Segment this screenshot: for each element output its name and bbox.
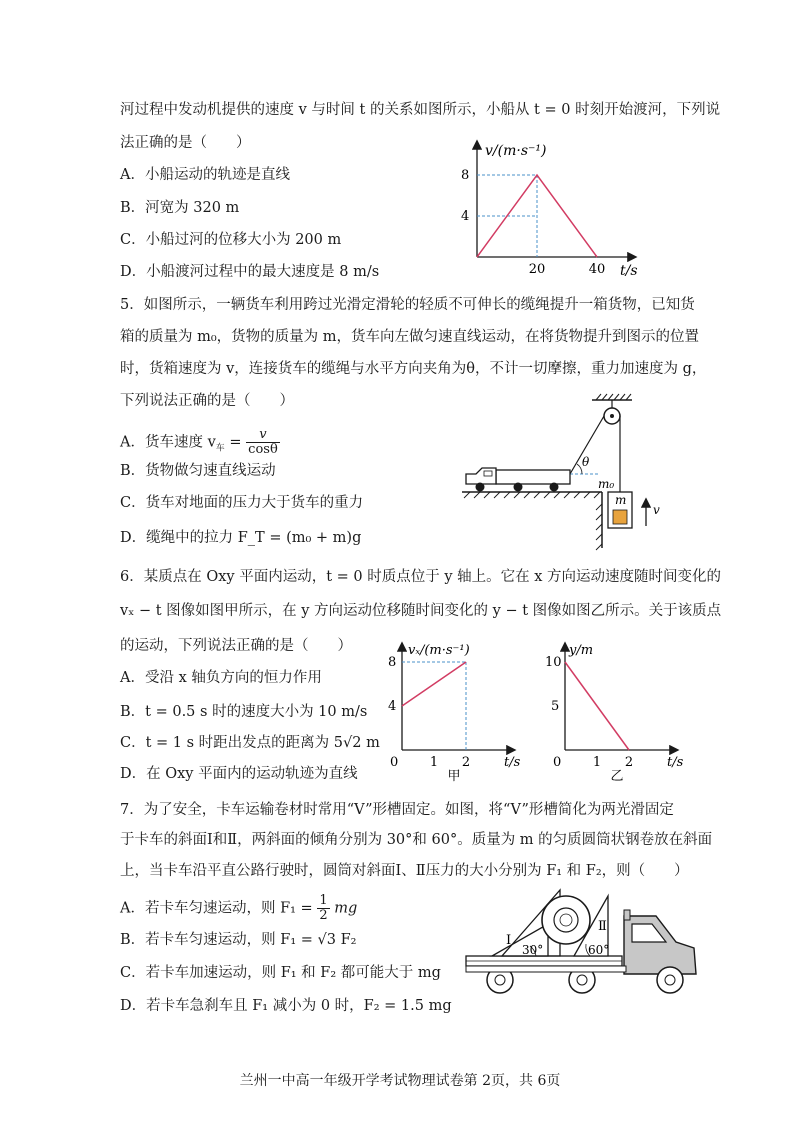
q6-option-a: A．受沿 x 轴负方向的恒力作用 [120,670,322,686]
q5-option-c: C．货车对地面的压力大于货车的重力 [120,495,364,511]
q5-v-label: v [653,503,660,517]
q5-optA-sub: 车 [215,443,225,454]
q7-option-b: B．若卡车匀速运动，则 F₁ = √3 F₂ [120,932,357,948]
q5-option-b: B．货物做匀速直线运动 [120,463,276,479]
q5-optA-eq: = [224,434,247,451]
q7-label-2: Ⅱ [598,919,607,934]
q6-y-t-chart [545,640,695,784]
q4-vt-chart [455,137,655,277]
q6-option-d: D．在 Oxy 平面内的运动轨迹为直线 [120,766,358,782]
q6b-xtick-1: 1 [592,755,602,770]
q5-optA-prefix: A．货车速度 v [120,434,216,451]
q7-optA-fraction [317,894,329,923]
q6b-ytick-10: 10 [545,655,562,670]
page-footer: 兰州一中高一年级开学考试物理试卷第 2页，共 6页 [239,1073,561,1089]
q5-theta-label: θ [582,455,590,469]
q6b-origin: 0 [553,755,562,770]
q5-stem-line2: 箱的质量为 m₀，货物的质量为 m，货车向左做匀速直线运动，在将货物提升到图示的位置 [120,329,700,345]
q7-option-c: C．若卡车加速运动，则 F₁ 和 F₂ 都可能大于 mg [120,965,441,981]
q6a-ytick-4: 4 [388,699,397,714]
q6b-xlabel: t/s [667,755,684,770]
q6a-xtick-2: 2 [461,755,471,770]
q7-angle-30: 30° [522,943,544,957]
q4-xtick-20: 20 [528,262,546,277]
q5-stem-line1: 5．如图所示，一辆货车利用跨过光滑定滑轮的轻质不可伸长的缆绳提升一箱货物，已知货 [120,297,695,313]
q5-stem-line4: 下列说法正确的是（ ） [120,393,294,409]
q6a-ylabel: vₓ/(m·s⁻¹) [408,643,470,658]
q7-stem-line1: 7．为了安全，卡车运输卷材时常用“V”形槽固定。如图，将“V”形槽简化为两光滑固定 [120,802,674,818]
q5-optA-num: v [246,428,280,443]
q7-v-groove-truck-figure [462,870,702,1010]
q6a-origin: 0 [390,755,399,770]
q4-stem-line1: 河过程中发动机提供的速度 v 与时间 t 的关系如图所示，小船从 t = 0 时刻开始渡河，下列说 [120,102,721,118]
q6a-caption: 甲 [447,769,461,784]
q6-option-c: C．t = 1 s 时距出发点的距离为 5√2 m [120,735,380,751]
q7-option-a [120,894,357,923]
q5-option-a [120,428,280,458]
q5-truck-pulley-figure [460,392,700,552]
q6b-caption: 乙 [610,769,624,784]
q6a-xtick-1: 1 [429,755,439,770]
q5-optA-fraction [246,428,280,457]
q5-optA-den: cosθ [248,442,278,457]
q4-xtick-40: 40 [588,262,606,277]
q6a-xlabel: t/s [504,755,521,770]
q7-stem-line3: 上，当卡车沿平直公路行驶时，圆筒对斜面Ⅰ、Ⅱ压力的大小分别为 F₁ 和 F₂，则（ ） [120,863,689,879]
q7-optA-den: 2 [319,908,328,923]
q7-optA-prefix: A．若卡车匀速运动，则 F₁ = [120,900,318,917]
q6b-data-line [565,662,629,750]
q4-xlabel: t/s [620,263,638,279]
q4-option-b: B．河宽为 320 m [120,200,240,216]
q6a-data-line [402,662,466,706]
q7-label-1: Ⅰ [506,933,512,948]
q6b-ylabel: y/m [569,643,594,658]
q6-vx-t-chart [382,640,532,784]
q6-stem-line1: 6．某质点在 Oxy 平面内运动，t = 0 时质点位于 y 轴上。它在 x 方向运动速度随时间变化的 [120,569,722,585]
q6b-ytick-5: 5 [551,699,560,714]
q7-optA-suffix: mg [329,900,358,917]
q6-stem-line3: 的运动，下列说法正确的是（ ） [120,638,352,654]
q5-m-label: m [615,493,627,507]
q5-stem-line3: 时，货箱速度为 v，连接货车的缆绳与水平方向夹角为θ，不计一切摩擦，重力加速度为 g， [120,361,707,377]
q6b-xtick-2: 2 [624,755,634,770]
q7-stem-line2: 于卡车的斜面Ⅰ和Ⅱ，两斜面的倾角分别为 30°和 60°。质量为 m 的匀质圆筒状钢卷放在斜面 [120,832,713,848]
q4-ytick-4: 4 [461,209,470,224]
q6a-ytick-8: 8 [388,655,397,670]
q4-ytick-8: 8 [461,168,470,183]
q7-option-d: D．若卡车急刹车且 F₁ 减小为 0 时，F₂ = 1.5 mg [120,998,452,1014]
q4-option-a: A．小船运动的轨迹是直线 [120,167,290,183]
q4-ylabel: v/(m·s⁻¹) [485,143,547,159]
q4-option-d: D．小船渡河过程中的最大速度是 8 m/s [120,264,380,280]
q7-optA-num: 1 [319,893,328,908]
q4-stem-line2: 法正确的是（ ） [120,135,251,151]
q6-stem-line2: vₓ − t 图像如图甲所示，在 y 方向运动位移随时间变化的 y − t 图像如图乙所示。关于该质点 [120,603,722,619]
cargo [613,510,627,524]
q5-m0-label: m₀ [598,477,615,491]
q4-option-c: C．小船过河的位移大小为 200 m [120,232,342,248]
q7-angle-60: 60° [588,943,610,957]
q6-option-b: B．t = 0.5 s 时的速度大小为 10 m/s [120,704,368,720]
q5-option-d: D．缆绳中的拉力 F_T = (m₀ + m)g [120,530,362,546]
